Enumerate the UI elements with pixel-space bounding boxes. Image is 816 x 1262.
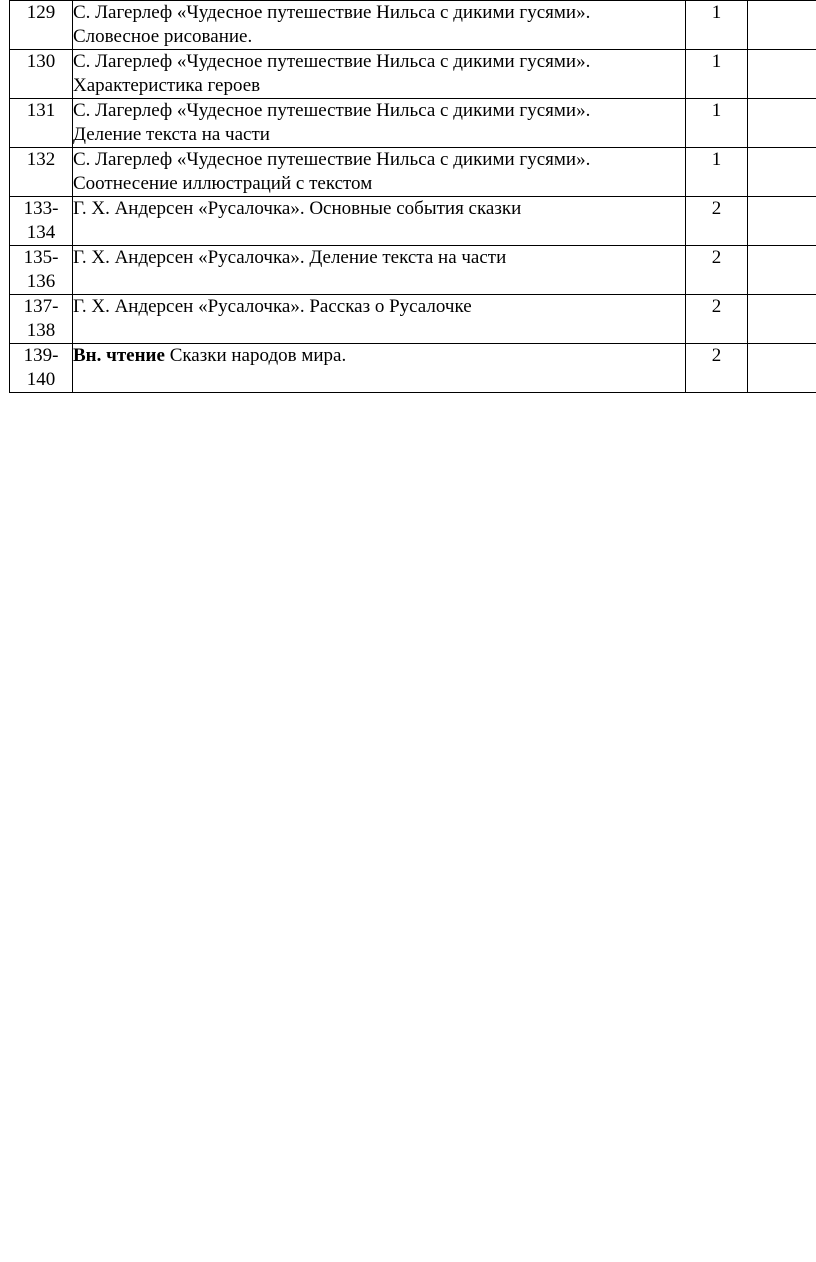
table-row — [10, 1, 816, 50]
lesson-hours: 2 — [686, 246, 748, 295]
lesson-topic — [73, 148, 686, 197]
lesson-number-end: 138 — [26, 320, 56, 341]
lesson-number-start: 133- — [23, 198, 59, 219]
empty-cell — [748, 344, 816, 393]
lesson-number-end: 136 — [26, 271, 56, 292]
lesson-number-start: 135- — [23, 247, 59, 268]
topic-line: Соотнесение иллюстраций с текстом — [73, 173, 373, 194]
table-row — [10, 295, 816, 344]
lesson-number: 130 — [10, 50, 73, 99]
empty-cell — [748, 50, 816, 99]
lesson-topic: Г. Х. Андерсен «Русалочка». Деление текста на части — [73, 246, 686, 295]
lesson-topic — [73, 99, 686, 148]
lesson-topic — [73, 344, 686, 393]
empty-cell — [748, 295, 816, 344]
lesson-topic: Г. Х. Андерсен «Русалочка». Основные события сказки — [73, 197, 686, 246]
empty-cell — [748, 1, 816, 50]
table-row — [10, 344, 816, 393]
lesson-hours: 2 — [686, 295, 748, 344]
topic-line: С. Лагерлеф «Чудесное путешествие Нильса с дикими гусями». — [73, 149, 591, 170]
lesson-hours: 1 — [686, 50, 748, 99]
table-row — [10, 99, 816, 148]
table-row — [10, 246, 816, 295]
empty-cell — [748, 99, 816, 148]
lesson-number — [10, 295, 73, 344]
lesson-number — [10, 246, 73, 295]
table-row — [10, 50, 816, 99]
lesson-number: 129 — [10, 1, 73, 50]
lesson-number-start: 139- — [23, 345, 59, 366]
lesson-number — [10, 344, 73, 393]
lesson-hours: 1 — [686, 148, 748, 197]
topic-line: С. Лагерлеф «Чудесное путешествие Нильса с дикими гусями». — [73, 100, 591, 121]
lesson-hours: 2 — [686, 344, 748, 393]
topic-line: Словесное рисование. — [73, 26, 253, 47]
empty-cell — [748, 197, 816, 246]
lesson-hours: 2 — [686, 197, 748, 246]
topic-line: С. Лагерлеф «Чудесное путешествие Нильса с дикими гусями». — [73, 51, 591, 72]
lesson-number — [10, 197, 73, 246]
topic-line: Характеристика героев — [73, 75, 261, 96]
extracurricular-reading-label: Вн. чтение — [73, 345, 165, 366]
topic-line: С. Лагерлеф «Чудесное путешествие Нильса с дикими гусями». — [73, 2, 591, 23]
lesson-topic: Г. Х. Андерсен «Русалочка». Рассказ о Русалочке — [73, 295, 686, 344]
lesson-topic — [73, 1, 686, 50]
lesson-plan-table — [9, 0, 816, 393]
lesson-hours: 1 — [686, 1, 748, 50]
lesson-number-end: 134 — [26, 222, 56, 243]
topic-text: Сказки народов мира. — [164, 345, 347, 366]
table-row — [10, 197, 816, 246]
lesson-number: 132 — [10, 148, 73, 197]
lesson-number-start: 137- — [23, 296, 59, 317]
empty-cell — [748, 246, 816, 295]
table-row — [10, 148, 816, 197]
lesson-number: 131 — [10, 99, 73, 148]
lesson-topic — [73, 50, 686, 99]
empty-cell — [748, 148, 816, 197]
lesson-number-end: 140 — [26, 369, 56, 390]
lesson-hours: 1 — [686, 99, 748, 148]
topic-line: Деление текста на части — [73, 124, 270, 145]
